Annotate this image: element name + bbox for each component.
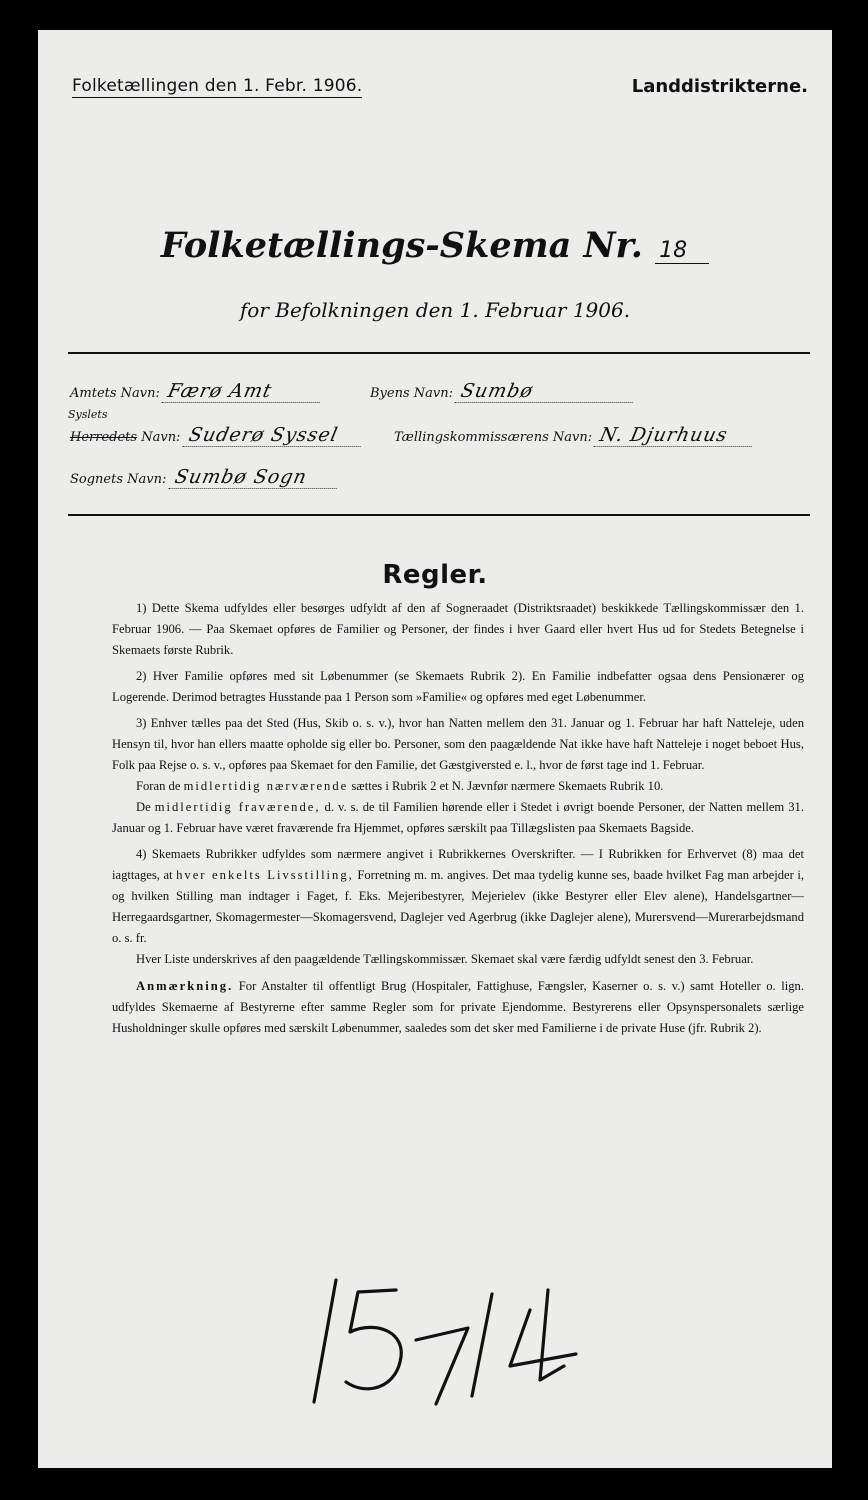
herred-field — [70, 424, 363, 447]
navn-label: Navn: — [141, 430, 181, 445]
sognets-value: Sumbø Sogn — [168, 466, 341, 489]
byens-value: Sumbø — [455, 380, 638, 403]
rule-3: 3) Enhver tælles paa det Sted (Hus, Skib o. s. v.), hvor han Natten mellem den 31. Januar og 1. Februar har haft Natteleje, uden Hensyn til, hvor han ellers maatte opholde sig eller bo. Personer, som den paagældende Nat ikke have haft Natteleje i noget beboet Hus, Folk paa Rejse o. s. v., opføres paa Skemaet for den Familie, det Gæstgiversted e. l., hvor de først tage ind 1. Februar. — [112, 716, 804, 772]
rule-3c: De midlertidig fraværende, d. v. s. de til Familien hørende eller i Stedet i øvrigt boende Personer, der Natten mellem 31. Januar og 1. Februar have været fraværende fra Hjemmet, opføres særskilt paa Tillægslisten paa Skemaets Bagside. — [112, 800, 804, 835]
rule-4: 4) Skemaets Rubrikker udfyldes som nærmere angivet i Rubrikkernes Overskrifter. — I Rubrikken for Erhvervet (8) maa det iagttages, at hver enkelts Livsstilling, Forretning m. m. angives. Det maa tydelig kunne ses, baade hvilket Fag man arbejder i, og hvilken Stilling man indtager i Faget, f. Eks. Mejeribestyrer, Mejerielev (ikke Bestyrer eller Elev alene), Handelsgartner—Herregaardsgartner, Skomagermester—Skomagersvend, Daglejer ved Agerbrug (ikke Daglejer alene), Murersvend—Murerarbejdsmand o. s. fr. — [112, 847, 805, 945]
sysselets-correction: Syslets — [68, 408, 108, 421]
form-title-text: Folketællings-Skema Nr. — [160, 225, 643, 266]
census-date-header: Folketællingen den 1. Febr. 1906. — [72, 76, 363, 96]
kommissaer-field — [394, 424, 754, 447]
form-number: 18 — [655, 238, 709, 264]
census-form-sheet — [38, 30, 832, 1468]
top-divider — [68, 352, 810, 354]
amt-value: Færø Amt — [162, 380, 325, 403]
herred-value: Suderø Syssel — [182, 424, 365, 447]
byens-field — [370, 380, 635, 403]
sognets-field — [70, 466, 339, 489]
herredets-label: Herredets — [70, 430, 138, 445]
spaced-text: hver enkelts Livsstilling, — [176, 868, 354, 882]
kommissaer-value: N. Djurhuus — [594, 424, 757, 447]
sognets-label: Sognets Navn: — [70, 472, 167, 487]
amt-field — [70, 380, 322, 403]
rules-text — [112, 598, 804, 1044]
byens-label: Byens Navn: — [370, 386, 453, 401]
annotation: Anmærkning. For Anstalter til offentligt Brug (Hospitaler, Fattighuse, Fængsler, Kaserner o. s. v.) samt Hoteller o. lign. udfyldes Skemaerne af Bestyrerne efter samme Regler som for private Ejendomme. Bestyrerens eller Opsynspersonalets særlige Husholdninger skulle opføres med særskilt Løbenummer, saaledes som det sker med Familierne i de private Huse (jfr. Rubrik 2). — [112, 979, 804, 1035]
handwritten-archive-number — [296, 1270, 616, 1410]
rule-3b: Foran de midlertidig nærværende sættes i Rubrik 2 et N. Jævnfør nærmere Skemaets Rubrik 10. — [136, 779, 664, 793]
rule-1: 1) Dette Skema udfyldes eller besørges udfyldt af den af Sogneraadet (Distriktsraadet) beskikkede Tællingskommissær den 1. Februar 1906. — Paa Skemaet opføres de Familier og Personer, der findes i hver Gaard eller hvert Hus ud for Stedets Betegnelse i Skemaets første Rubrik. — [112, 601, 804, 657]
rule-2: 2) Hver Familie opføres med sit Løbenummer (se Skemaets Rubrik 2). En Familie indbefatter ogsaa dens Pensionærer og Logerende. Derimod betragtes Husstande paa 1 Person som »Familie« og opføres med eget Løbenummer. — [112, 669, 804, 704]
kommissaer-label: Tællingskommissærens Navn: — [394, 430, 593, 445]
district-type-header: Landdistrikterne. — [631, 76, 808, 97]
spaced-text: midlertidig fraværende, — [154, 800, 321, 814]
bottom-divider — [68, 514, 810, 516]
rules-heading: Regler. — [382, 560, 488, 590]
amt-label: Amtets Navn: — [70, 386, 160, 401]
form-title — [38, 225, 832, 266]
rule-4b: Hver Liste underskrives af den paagældende Tællingskommissær. Skemaet skal være færdig udfyldt senest den 3. Februar. — [136, 952, 754, 966]
annotation-label: Anmærkning. — [136, 979, 234, 993]
form-subtitle: for Befolkningen den 1. Februar 1906. — [239, 298, 631, 322]
spaced-text: midlertidig nærværende — [183, 779, 349, 793]
